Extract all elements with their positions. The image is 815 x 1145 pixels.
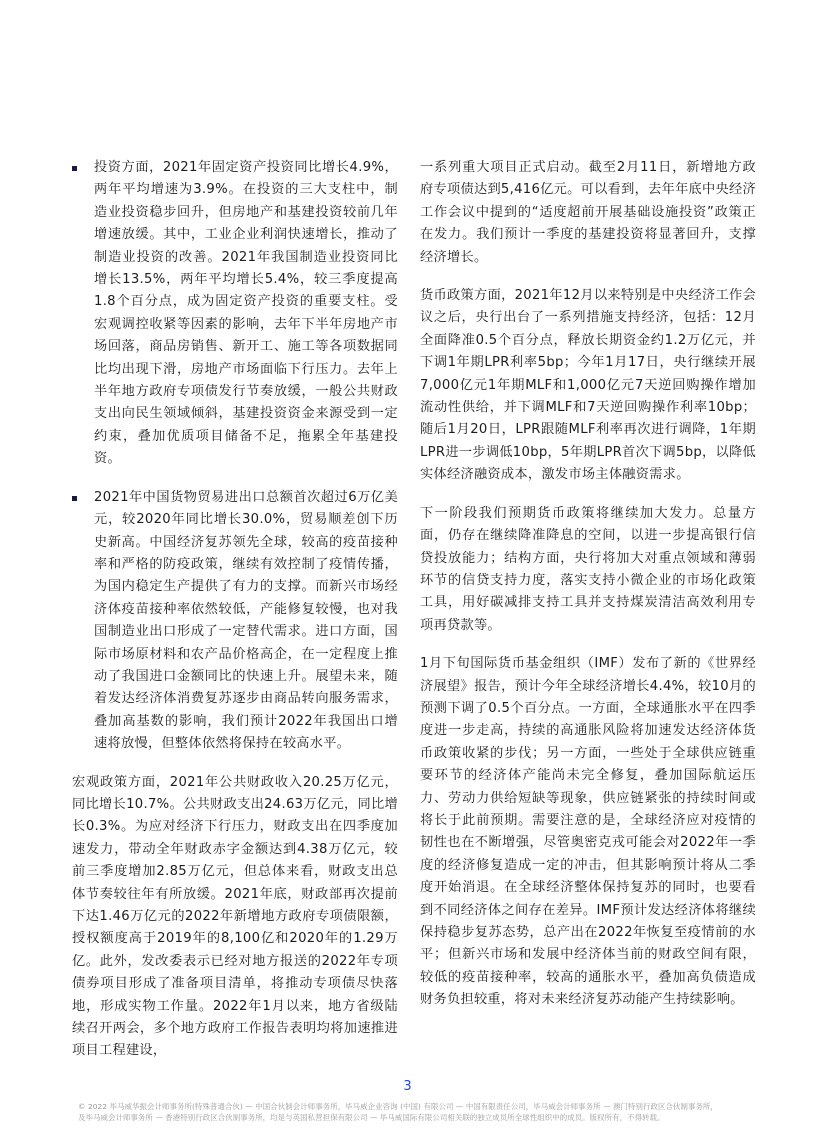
bullet-item-trade (72, 487, 398, 756)
paragraph-monetary-policy: 货币政策方面，2021年12月以来特别是中央经济工作会议之后，央行出台了一系列措施支持经济，包括：12月全面降准0.5个百分点，释放长期资金约1.2万亿元，并下调1年期LPR利率5bp；今年1月17日，央行继续开展7,000亿元1年期MLF和1,000亿元7天逆回购操作增加流动性供给，并下调MLF和7天逆回购操作利率10bp；随后1月20日，LPR跟随MLF利率再次进行调降，1年期LPR进一步调低10bp，5年期LPR首次下调5bp，以降低实体经济融资成本，激发市场主体融资需求。 (420, 288, 756, 483)
paragraph-macro-policy: 宏观政策方面，2021年公共财政收入20.25万亿元，同比增长10.7%。公共财政支出24.63万亿元，同比增长0.3%。为应对经济下行压力，财政支出在四季度加速发力，带动全年财政赤字金额达到4.38万亿元，较前三季度增加2.85万亿元，但总体来看，财政支出总体节奏较往年有所放缓。2021年底，财政部再次提前下达1.46万亿元的2022年新增地方政府专项债限额，授权额度高于2019年的8,100亿和2020年的1.29万亿。此外，发改委表示已经对地方报送的2022年专项债券项目形成了准备项目清单，将推动专项债尽快落地，形成实物工作量。2022年1月以来，地方省级陆续召开两会，多个地方政府工作报告表明均将加速推进项目工程建设， (72, 774, 398, 1059)
paragraph-outlook: 下一阶段我们预期货币政策将继续加大发力。总量方面，仍存在继续降准降息的空间，以进一步提高银行信贷投放能力；结构方面，央行将加大对重点领域和薄弱环节的信贷支持力度，落实支持小微企业的市场化政策工具，用好碳减排支持工具并支持煤炭清洁高效利用专项再贷款等。 (420, 505, 756, 633)
square-bullet-icon (72, 496, 77, 501)
left-column (72, 157, 398, 1079)
square-bullet-icon (72, 166, 77, 171)
bullet-text: 2021年中国货物贸易进出口总额首次超过6万亿美元，较2020年同比增长30.0%，贸易顺差创下历史新高。中国经济复苏领先全球，较高的疫苗接种率和严格的防疫政策，继续有效控制了疫情传播，为国内稳定生产提供了有力的支撑。而新兴市场经济体疫苗接种率依然较低，产能修复较慢，也对我国制造业出口形成了一定替代需求。进口方面，国际市场原材料和农产品价格高企，在一定程度上推动了我国进口金额同比的快速上升。展望未来，随着发达经济体消费复苏逐步由商品转向服务需求，叠加高基数的影响，我们预计2022年我国出口增速将放慢，但整体依然将保持在较高水平。 (94, 489, 398, 752)
paragraph-imf: 1月下旬国际货币基金组织（IMF）发布了新的《世界经济展望》报告，预计今年全球经济增长4.4%，较10月的预测下调了0.5个百分点。一方面，全球通胀水平在四季度进一步走高，持续的高通胀风险将加速发达经济体货币政策收紧的步伐；另一方面，一些处于全球供应链重要环节的经济体产能尚未完全修复，叠加国际航运压力、劳动力供给短缺等现象，供应链紧张的持续时间或将长于此前预期。需要注意的是，全球经济应对疫情的韧性也在不断增强，尽管奥密克戎可能会对2022年一季度的经济修复造成一定的冲击，但其影响预计将从二季度开始消退。在全球经济整体保持复苏的同时，也要看到不同经济体之间存在差异。IMF预计发达经济体将继续保持稳步复苏态势，总产出在2022年恢复至疫情前的水平；但新兴市场和发展中经济体当前的财政空间有限，较低的疫苗接种率，较高的通胀水平，叠加高负债造成财务负担较重，将对未来经济复苏动能产生持续影响。 (420, 656, 756, 1008)
right-column (420, 157, 756, 1028)
footer-line-2: 及毕马威会计师事务所 — 香港特别行政区合伙制事务所，均是与英国私营担保有限公司 — 毕马威国际有限公司相关联的独立成员所全球性组织中的成员。版权所有，不得转载。 (78, 1113, 665, 1122)
footer-line-1: © 2022 毕马威华振会计师事务所(特殊普通合伙) — 中国合伙制会计师事务所，毕马威企业咨询 (中国) 有限公司 — 中国有限责任公司，毕马威会计师事务所 — 澳门特别行政区合伙制事务所， (78, 1102, 718, 1111)
bullet-text: 投资方面，2021年固定资产投资同比增长4.9%，两年平均增速为3.9%。在投资的三大支柱中，制造业投资稳步回升，但房地产和基建投资较前几年增速放缓。其中，工业企业利润快速增长，推动了制造业投资的改善。2021年我国制造业投资同比增长13.5%，两年平均增长5.4%，较三季度提高1.8个百分点，成为固定资产投资的重要支柱。受宏观调控收紧等因素的影响，去年下半年房地产市场回落，商品房销售、新开工、施工等各项数据同比均出现下滑，房地产市场面临下行压力。去年上半年地方政府专项债发行节奏放缓，一般公共财政支出向民生领域倾斜，基建投资资金来源受到一定约束，叠加优质项目储备不足，拖累全年基建投资。 (94, 160, 398, 467)
paragraph-infrastructure: 一系列重大项目正式启动。截至2月11日，新增地方政府专项债达到5,416亿元。可以看到，去年年底中央经济工作会议中提到的“适度超前开展基础设施投资”政策正在发力。我们预计一季度的基建投资将显著回升，支撑经济增长。 (420, 160, 756, 265)
bullet-item-investment (72, 157, 398, 471)
copyright-footer (78, 1101, 758, 1123)
page-number: 3 (403, 1079, 412, 1094)
